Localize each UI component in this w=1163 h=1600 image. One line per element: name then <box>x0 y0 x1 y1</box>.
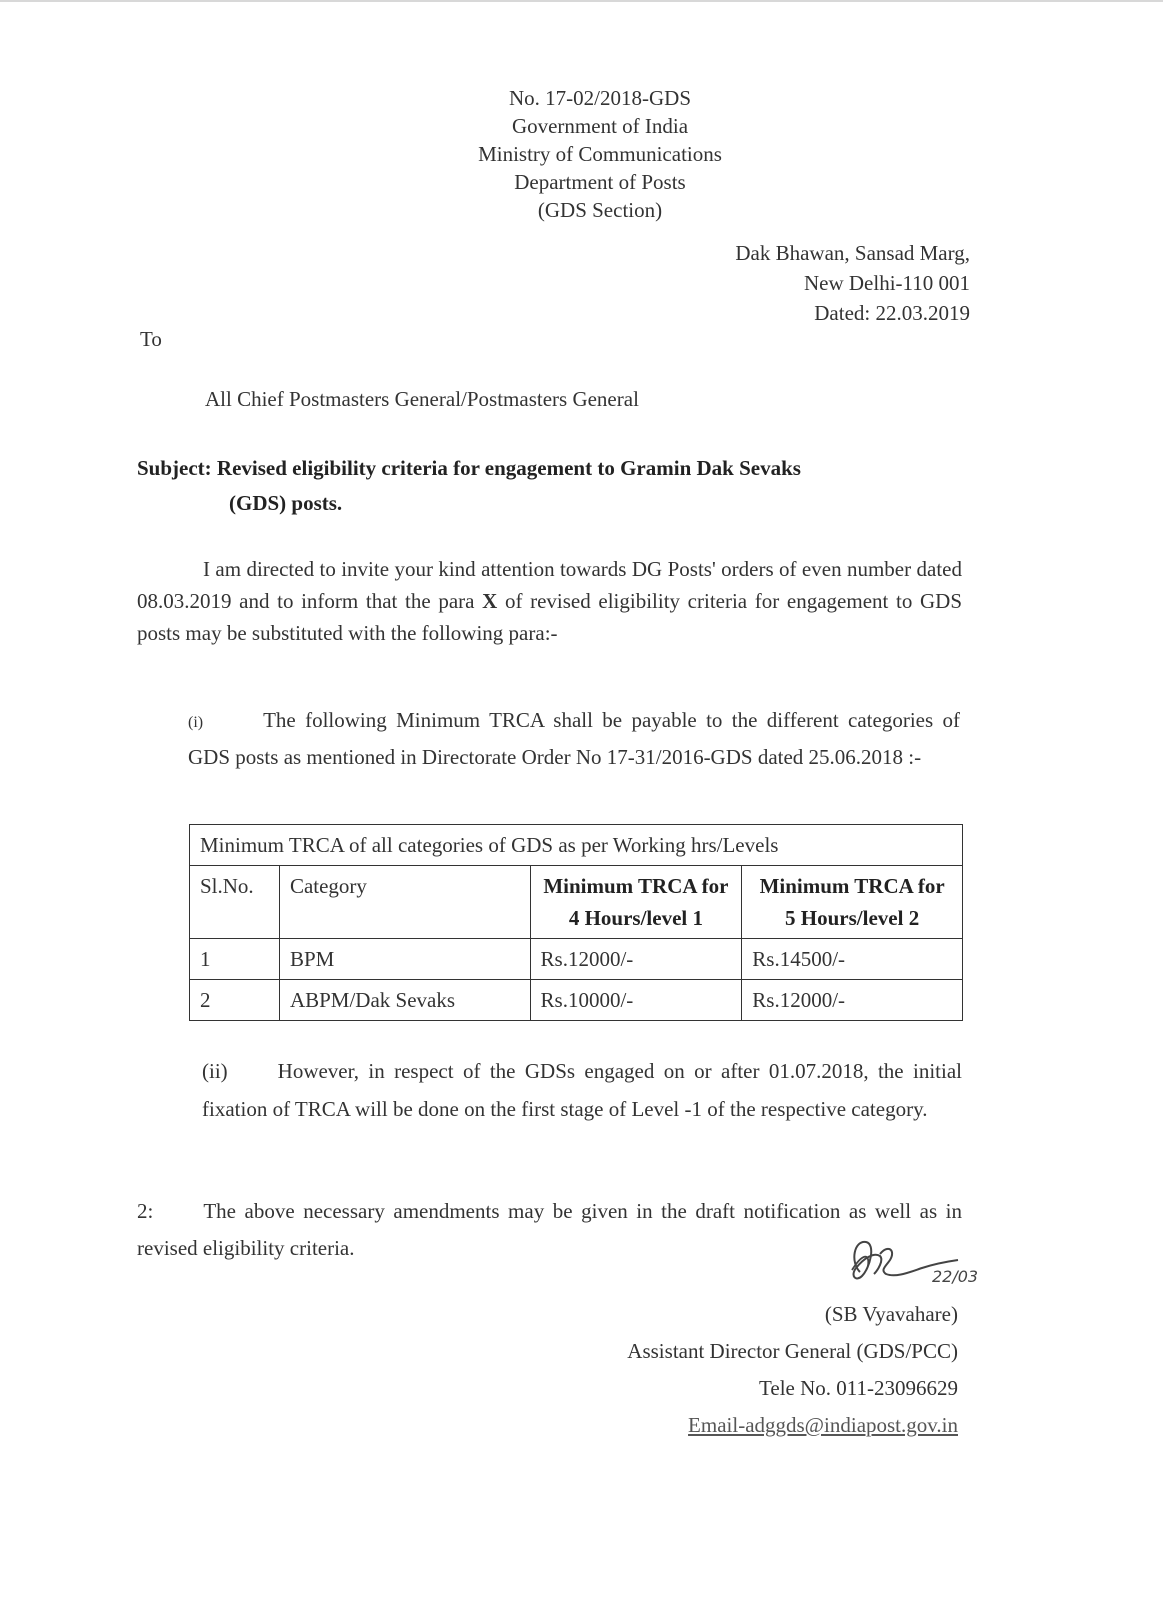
header-trca-level-1: Minimum TRCA for 4 Hours/level 1 <box>530 866 742 939</box>
signatory-designation: Assistant Director General (GDS/PCC) <box>627 1339 958 1363</box>
sub-paragraph-ii-marker: (ii) <box>202 1059 228 1083</box>
table-caption: Minimum TRCA of all categories of GDS as per Working hrs/Levels <box>190 825 963 866</box>
paragraph-2 <box>137 1193 962 1267</box>
header-trca-level-2: Minimum TRCA for 5 Hours/level 2 <box>742 866 963 939</box>
paragraph-2-marker: 2: <box>137 1199 154 1223</box>
sub-paragraph-i <box>188 703 960 774</box>
para-x-reference: X <box>482 589 498 613</box>
table-row <box>190 939 963 980</box>
row-1-category: BPM <box>279 939 530 980</box>
sender-address <box>570 238 970 328</box>
government-name: Government of India <box>511 114 689 138</box>
row-2-sl-no: 2 <box>190 980 280 1021</box>
letter-date: Dated: 22.03.2019 <box>814 301 970 325</box>
row-2-trca-level-2: Rs.12000/- <box>742 980 963 1021</box>
address-line-1: Dak Bhawan, Sansad Marg, <box>735 241 970 265</box>
handwritten-signature <box>840 1232 990 1294</box>
signatory-email: Email-adggds@indiapost.gov.in <box>688 1413 958 1437</box>
ministry-name: Ministry of Communications <box>478 142 722 166</box>
row-1-trca-level-1: Rs.12000/- <box>530 939 742 980</box>
table-caption-row <box>190 825 963 866</box>
addressee: All Chief Postmasters General/Postmasters General <box>205 387 639 411</box>
row-1-trca-level-2: Rs.14500/- <box>742 939 963 980</box>
signatory-phone: Tele No. 011-23096629 <box>759 1376 958 1400</box>
main-paragraph-part-2: of revised eligibility criteria for engagement to GDS posts may be substituted with the following para:- <box>137 589 962 645</box>
row-1-sl-no: 1 <box>190 939 280 980</box>
sub-paragraph-i-text: The following Minimum TRCA shall be payable to the different categories of GDS posts as mentioned in Directorate Order No 17-31/2016-GDS dated 25.06.2018 :- <box>188 708 960 769</box>
department-name: Department of Posts <box>514 170 686 194</box>
signatory-name: (SB Vyavahare) <box>824 1302 958 1326</box>
sub-paragraph-ii-text: However, in respect of the GDSs engaged on or after 01.07.2018, the initial fixation of TRCA will be done on the first stage of Level -1 of the respective category. <box>202 1059 962 1121</box>
paragraph-2-text: The above necessary amendments may be given in the draft notification as well as in revised eligibility criteria. <box>137 1199 962 1260</box>
signoff-block <box>458 1296 958 1444</box>
subject-label: Subject: <box>137 456 212 480</box>
address-line-2: New Delhi-110 001 <box>803 271 970 295</box>
row-2-trca-level-1: Rs.10000/- <box>530 980 742 1021</box>
sub-paragraph-i-marker: (i) <box>188 714 204 731</box>
trca-table <box>189 824 963 1021</box>
section-name: (GDS Section) <box>537 198 663 222</box>
letter-header <box>380 84 820 224</box>
table-row <box>190 980 963 1021</box>
to-label: To <box>140 327 162 351</box>
subject-text-line-2: (GDS) posts. <box>229 491 343 515</box>
subject-line <box>137 451 962 521</box>
main-paragraph-part-1: I am directed to invite your kind attention towards DG Posts' orders of even number dated 08.03.2019 and to inform that the para <box>137 557 962 613</box>
page-top-edge <box>0 0 1163 2</box>
main-paragraph <box>137 553 962 649</box>
reference-number: No. 17-02/2018-GDS <box>509 86 691 110</box>
subject-text-line-1: Revised eligibility criteria for engagement to Gramin Dak Sevaks <box>216 456 801 480</box>
table-header-row <box>190 866 963 939</box>
sub-paragraph-ii <box>202 1052 962 1128</box>
header-sl-no: Sl.No. <box>190 866 280 939</box>
header-category: Category <box>279 866 530 939</box>
row-2-category: ABPM/Dak Sevaks <box>279 980 530 1021</box>
signature-date-note: 22/03 <box>932 1267 979 1286</box>
